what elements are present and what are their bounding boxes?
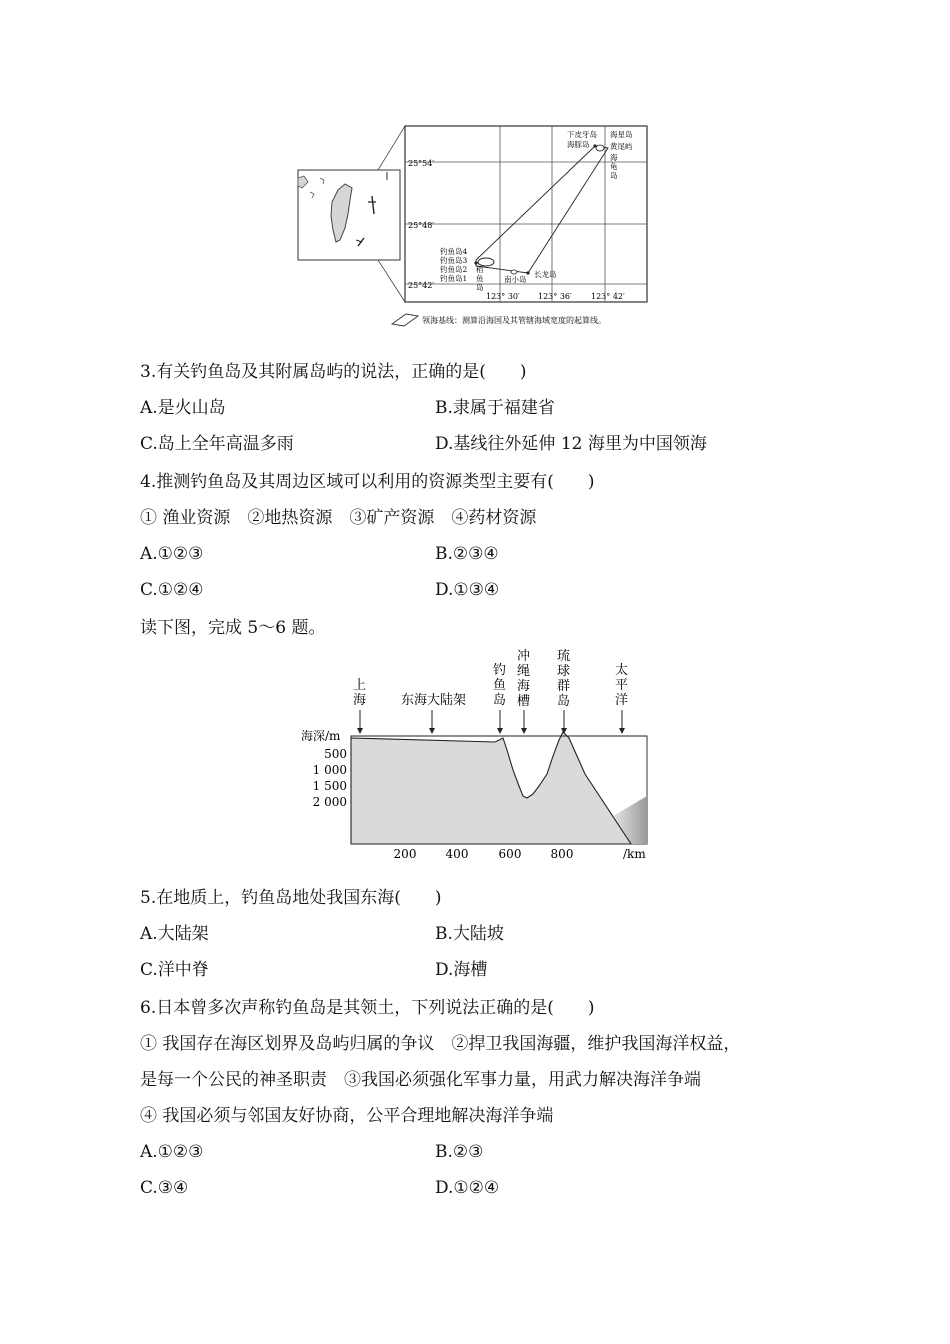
svg-text:太: 太 — [615, 663, 629, 678]
island-label-haigui: 海 — [610, 153, 618, 162]
arrow-diaoyu-head — [497, 728, 503, 734]
connector-line — [378, 126, 405, 170]
svg-text:岛: 岛 — [557, 694, 571, 709]
island-label-diaoyu: 钓鱼岛2 — [440, 265, 468, 274]
lat-label: 25°54′ — [408, 159, 435, 168]
q4-option-a[interactable]: A.①②③ — [140, 544, 204, 564]
arrow-okinawa-head — [521, 728, 527, 734]
huangwei-island-shape — [596, 145, 604, 151]
island-label-yudao: 鱼 — [476, 274, 484, 283]
y-tick: 500 — [324, 747, 347, 761]
arrow-shelf-head — [429, 728, 435, 734]
y-axis-label: 海深/m — [301, 729, 341, 743]
q3-option-b[interactable]: B.隶属于福建省 — [435, 398, 555, 418]
connector-line — [378, 260, 405, 302]
question-5-stem: 5.在地质上，钓鱼岛地处我国东海( ) — [140, 888, 442, 908]
q6-option-a[interactable]: A.①②③ — [140, 1142, 204, 1162]
lat-label: 25°48′ — [408, 221, 435, 230]
island-label-haigui: 龟 — [610, 162, 618, 171]
lat-label: 25°42′ — [408, 281, 435, 290]
arrow-shanghai-head — [357, 728, 363, 734]
baseline-point — [526, 271, 529, 274]
island-label-diaoyu: 钓鱼岛4 — [440, 247, 468, 256]
svg-text:洋: 洋 — [615, 693, 629, 708]
lon-label: 123° 42′ — [591, 292, 625, 301]
y-tick: 1 000 — [312, 763, 347, 777]
q5-option-b[interactable]: B.大陆坡 — [435, 924, 504, 944]
q5-option-d[interactable]: D.海槽 — [435, 960, 488, 980]
q6-option-c[interactable]: C.③④ — [140, 1178, 189, 1198]
q6-option-d[interactable]: D.①②④ — [435, 1178, 500, 1198]
island-label-yudao: 岛 — [476, 283, 484, 292]
arrow-pacific-head — [619, 728, 625, 734]
y-tick: 1 500 — [312, 779, 347, 793]
q4-items: ① 渔业资源 ②地热资源 ③矿产资源 ④药材资源 — [140, 508, 537, 528]
svg-text:海: 海 — [517, 679, 531, 694]
island-label-xiaqiya: 下皮牙岛 — [567, 130, 597, 139]
x-axis-unit: /km — [623, 847, 646, 861]
svg-text:平: 平 — [615, 678, 629, 693]
seafloor-profile-figure — [295, 646, 660, 864]
q6-option-b[interactable]: B.②③ — [435, 1142, 484, 1162]
x-tick: 800 — [550, 847, 574, 861]
q5-option-a[interactable]: A.大陆架 — [140, 924, 209, 944]
baseline-legend-icon — [392, 314, 418, 326]
svg-text:冲: 冲 — [517, 649, 531, 664]
y-tick: 2 000 — [312, 795, 347, 809]
question-6-stem: 6.日本曾多次声称钓鱼岛是其领土，下列说法正确的是( ) — [140, 998, 595, 1018]
island-label-nanxiao: 南小岛 — [504, 275, 527, 284]
inset-map-frame — [298, 170, 400, 260]
island-label-changlong: 长龙岛 — [534, 270, 557, 279]
svg-text:群: 群 — [557, 679, 571, 694]
svg-text:鱼: 鱼 — [493, 678, 507, 693]
map-legend-text: 领海基线：测算沿海国及其管辖海域宽度的起算线。 — [422, 316, 606, 325]
q3-option-d[interactable]: D.基线往外延伸 12 海里为中国领海 — [435, 434, 707, 454]
q6-statement-line3: ④ 我国必须与邻国友好协商，公平合理地解决海洋争端 — [140, 1106, 554, 1126]
label-okinawa-trough — [517, 648, 530, 709]
nanxiao-island-shape — [511, 270, 517, 274]
q4-option-d[interactable]: D.①③④ — [435, 580, 500, 600]
label-diaoyu — [493, 663, 506, 708]
q3-option-c[interactable]: C.岛上全年高温多雨 — [140, 434, 294, 454]
island-label-diaoyu: 钓鱼岛1 — [440, 274, 468, 283]
svg-text:岛: 岛 — [493, 693, 507, 708]
island-label-yudao: 稻 — [476, 265, 484, 274]
q4-option-b[interactable]: B.②③④ — [435, 544, 499, 564]
label-ryukyu — [557, 649, 570, 709]
question-3-stem: 3.有关钓鱼岛及其附属岛屿的说法，正确的是( ) — [140, 362, 527, 382]
lon-label: 123° 30′ — [486, 292, 520, 301]
island-label-haigui: 岛 — [610, 171, 618, 180]
q4-option-c[interactable]: C.①②④ — [140, 580, 204, 600]
island-label-diaoyu: 钓鱼岛3 — [440, 256, 468, 265]
svg-text:上: 上 — [353, 678, 367, 693]
svg-text:海: 海 — [353, 693, 367, 708]
svg-text:琉: 琉 — [557, 649, 571, 664]
baseline-point — [593, 144, 596, 147]
x-tick: 200 — [393, 847, 417, 861]
q5-option-c[interactable]: C.洋中脊 — [140, 960, 209, 980]
lon-label: 123° 36′ — [538, 292, 572, 301]
label-shelf: 东海大陆架 — [401, 693, 467, 708]
island-label-haixing: 海星岛 — [610, 130, 633, 139]
intro-text: 读下图，完成 5～6 题。 — [140, 618, 326, 638]
x-tick: 600 — [498, 847, 522, 861]
q6-statement-line2: 是每一个公民的神圣职责 ③我国必须强化军事力量，用武力解决海洋争端 — [140, 1070, 701, 1090]
svg-text:槽: 槽 — [517, 694, 531, 709]
label-shanghai — [353, 678, 366, 708]
island-label-huangwei: 黄尾屿 — [610, 142, 633, 151]
q3-option-a[interactable]: A.是火山岛 — [140, 398, 226, 418]
x-tick: 400 — [445, 847, 469, 861]
q6-statement-line1: ① 我国存在海区划界及岛屿归属的争议 ②捍卫我国海疆，维护我国海洋权益， — [140, 1034, 741, 1054]
svg-text:球: 球 — [557, 664, 571, 679]
svg-text:钓: 钓 — [493, 663, 507, 678]
island-label-haitun: 海豚岛 — [567, 140, 590, 149]
question-4-stem: 4.推测钓鱼岛及其周边区域可以利用的资源类型主要有( ) — [140, 472, 595, 492]
label-pacific — [615, 662, 628, 708]
svg-text:绳: 绳 — [517, 664, 531, 679]
diaoyu-map-figure — [290, 118, 670, 333]
